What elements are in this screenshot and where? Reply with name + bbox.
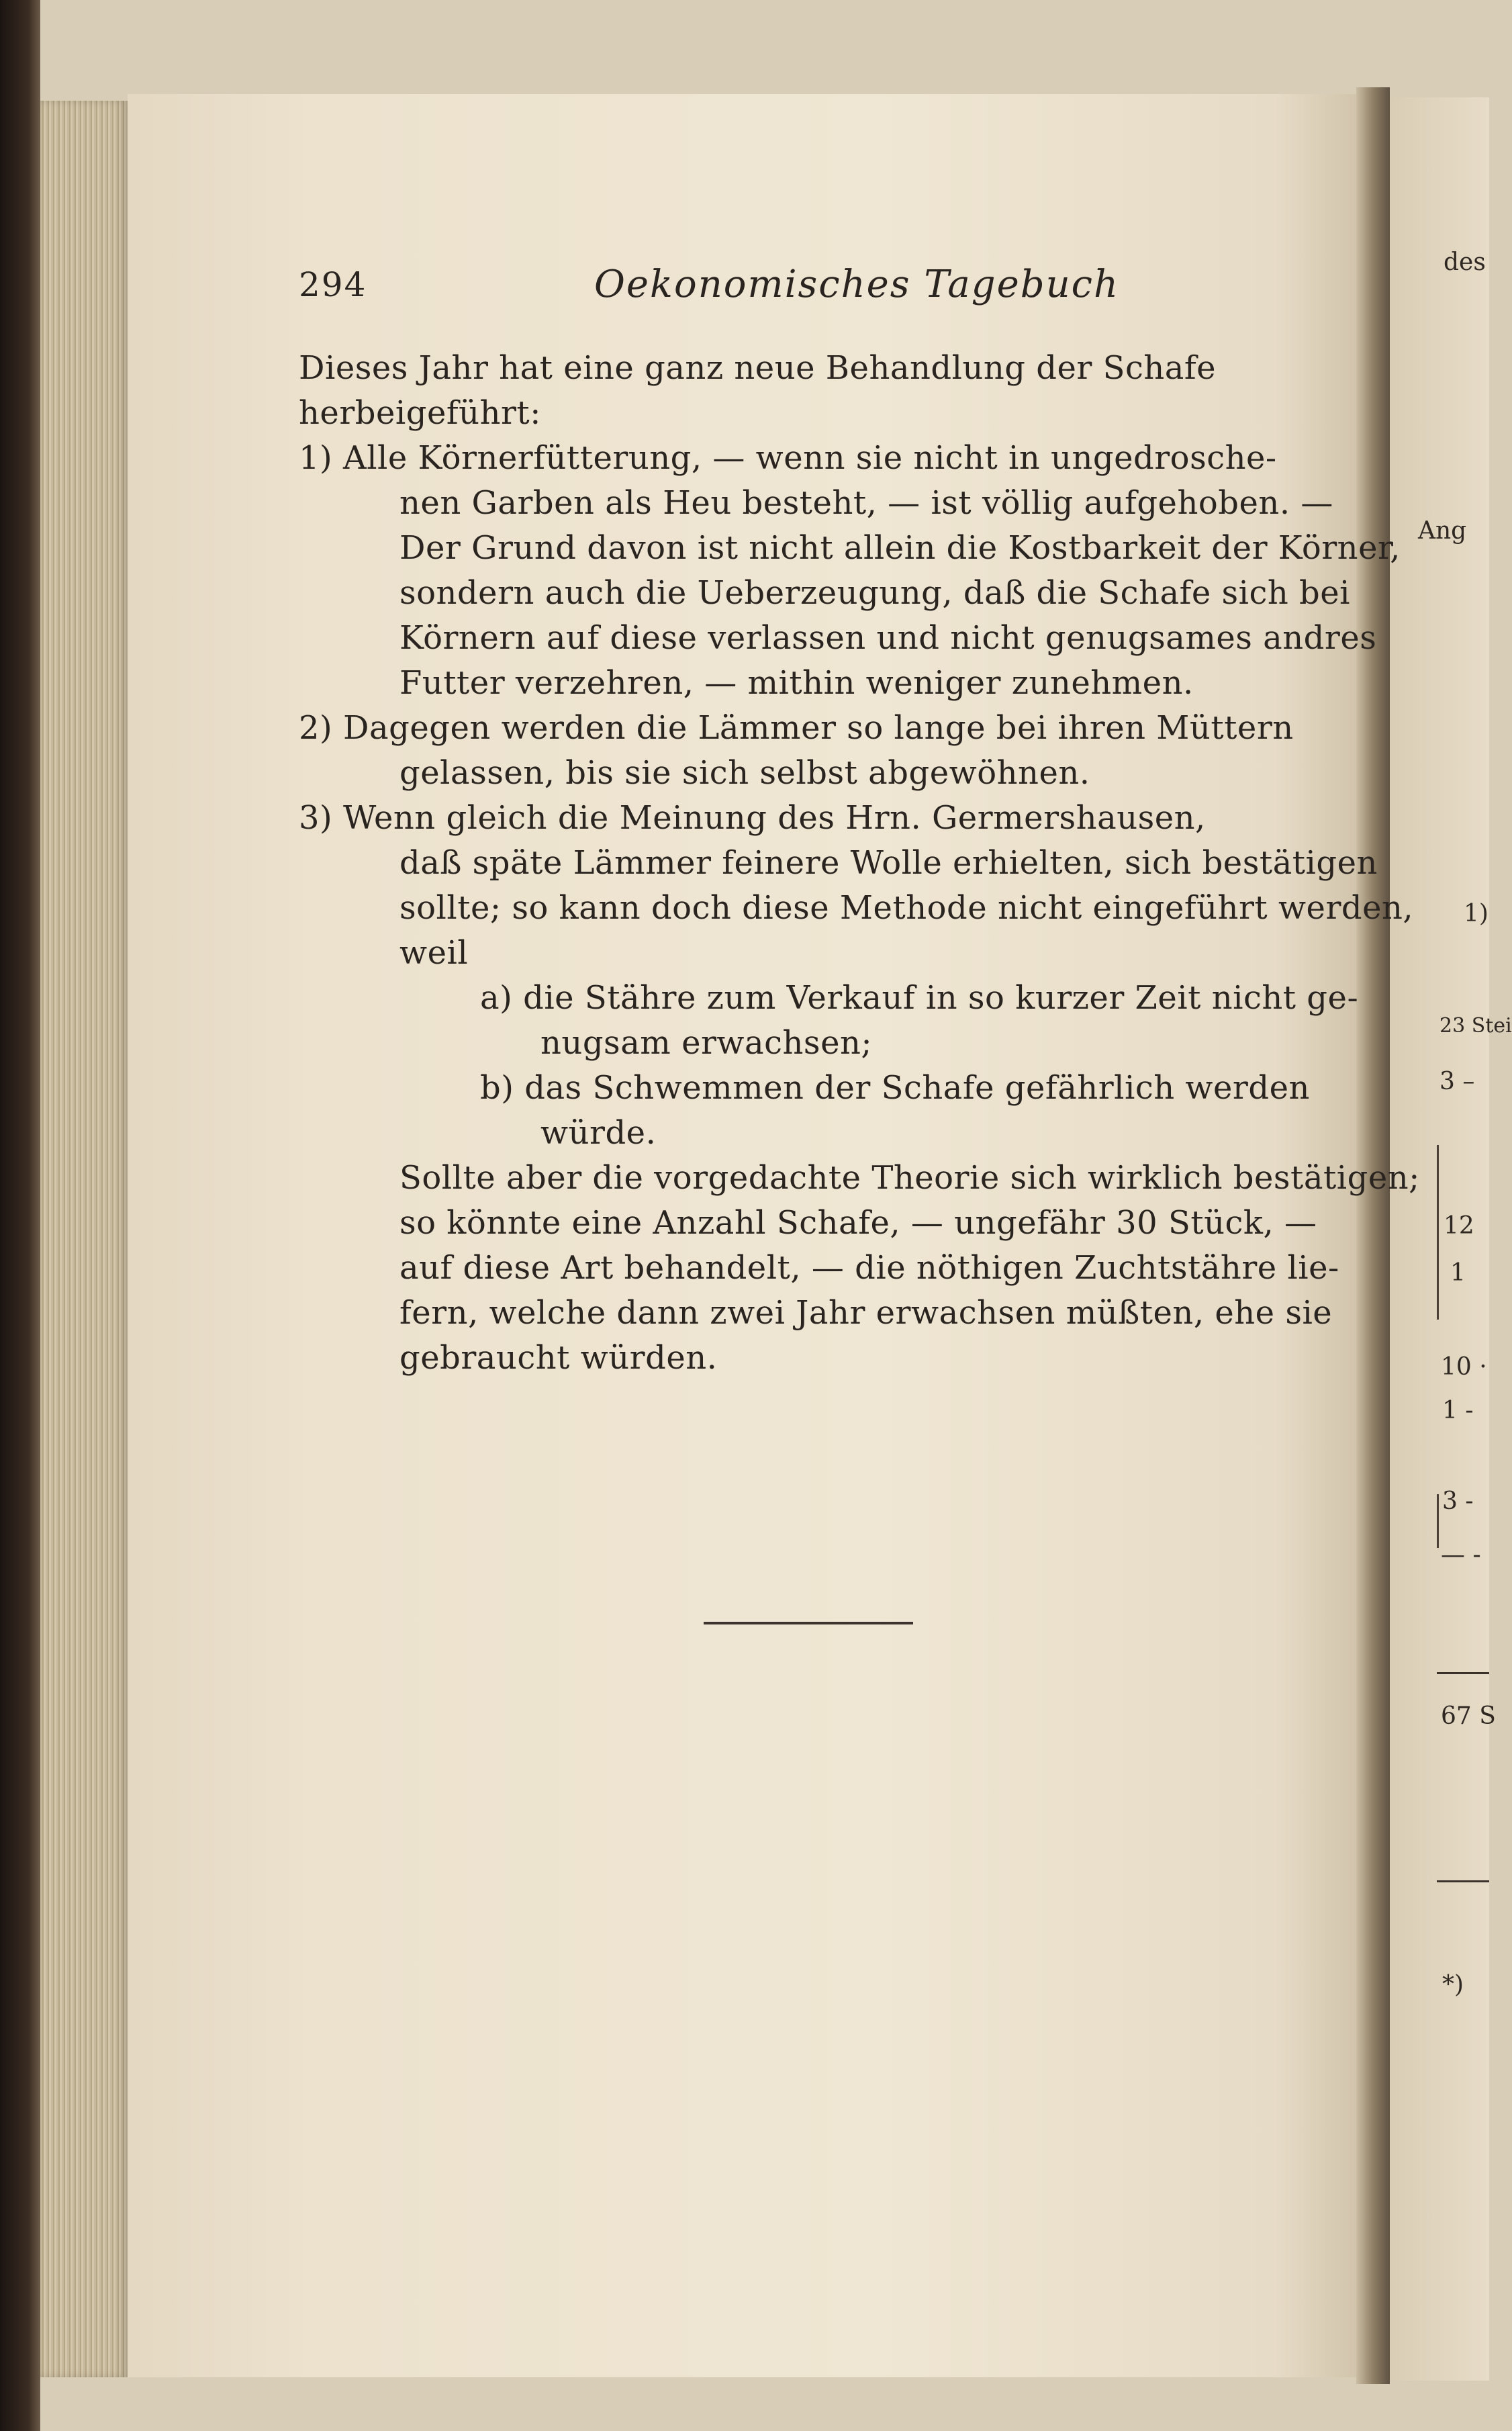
text-line: sondern auch die Ueberzeugung, daß die Schafe sich bei xyxy=(399,574,1351,612)
text-line: Sollte aber die vorgedachte Theorie sich wirklich bestätigen; xyxy=(399,1159,1420,1197)
next-page-fragment: 23 Stei xyxy=(1439,1014,1512,1038)
text-line: Körnern auf diese verlassen und nicht genugsames andres xyxy=(399,619,1377,657)
text-line: 3) Wenn gleich die Meinung des Hrn. Germershausen, xyxy=(299,799,1206,837)
text-line: 1) Alle Körnerfütterung, — wenn sie nicht in ungedrosche- xyxy=(299,439,1277,477)
text-line: Dieses Jahr hat eine ganz neue Behandlung der Schafe xyxy=(299,349,1217,387)
next-page-fragment: 3 – xyxy=(1439,1068,1475,1095)
page-number: 294 xyxy=(299,265,367,304)
gutter-shadow xyxy=(1356,87,1390,2384)
next-page-fragment: *) xyxy=(1442,1971,1464,1999)
text-line: nen Garben als Heu besteht, — ist völlig aufgehoben. — xyxy=(399,484,1333,522)
next-page-fragment: 3 - xyxy=(1442,1487,1474,1515)
book-binding xyxy=(0,0,40,2431)
text-line: herbeigeführt: xyxy=(299,394,541,432)
next-page-line xyxy=(1437,1145,1439,1320)
text-line: gelassen, bis sie sich selbst abgewöhnen. xyxy=(399,754,1090,792)
page-edges xyxy=(40,101,128,2377)
text-line: sollte; so kann doch diese Methode nicht eingeführt werden, xyxy=(399,889,1414,927)
next-page-fragment: Ang xyxy=(1418,517,1467,545)
next-page-fragment: 1) xyxy=(1464,900,1489,927)
next-page-fragment: 12 xyxy=(1444,1212,1474,1240)
next-page-fragment: 10 · xyxy=(1441,1353,1487,1381)
text-line: daß späte Lämmer feinere Wolle erhielten, sich bestätigen xyxy=(399,844,1378,882)
text-line: gebraucht würden. xyxy=(399,1339,718,1377)
text-line: so könnte eine Anzahl Schafe, — ungefähr 30 Stück, — xyxy=(399,1204,1317,1242)
next-page-rule xyxy=(1437,1880,1489,1882)
next-page-fragment: — - xyxy=(1441,1541,1481,1569)
text-line: Futter verzehren, — mithin weniger zunehmen. xyxy=(399,664,1194,702)
text-line: würde. xyxy=(540,1114,657,1152)
text-line: 2) Dagegen werden die Lämmer so lange bei ihren Müttern xyxy=(299,709,1294,747)
text-line: Der Grund davon ist nicht allein die Kostbarkeit der Körner, xyxy=(399,529,1401,567)
section-end-rule xyxy=(704,1622,913,1624)
text-line: weil xyxy=(399,934,469,972)
next-page-edge xyxy=(1390,97,1512,2381)
running-title: Oekonomisches Tagebuch xyxy=(594,263,1120,306)
text-line: fern, welche dann zwei Jahr erwachsen müßten, ehe sie xyxy=(399,1294,1333,1332)
text-line: b) das Schwemmen der Schafe gefährlich werden xyxy=(480,1069,1310,1107)
next-page-line xyxy=(1437,1494,1439,1548)
next-page-fragment: 1 xyxy=(1450,1259,1466,1287)
next-page-fragment: des xyxy=(1444,248,1486,276)
next-page-rule xyxy=(1437,1672,1489,1674)
text-line: a) die Stähre zum Verkauf in so kurzer Zeit nicht ge- xyxy=(480,979,1359,1017)
next-page-fragment: 67 S xyxy=(1441,1702,1496,1730)
text-line: nugsam erwachsen; xyxy=(540,1024,873,1062)
body-text xyxy=(299,346,1420,1381)
page-header xyxy=(299,265,1339,312)
text-line: auf diese Art behandelt, — die nöthigen Zuchtstähre lie- xyxy=(399,1249,1339,1287)
next-page-fragment: 1 - xyxy=(1442,1397,1474,1424)
